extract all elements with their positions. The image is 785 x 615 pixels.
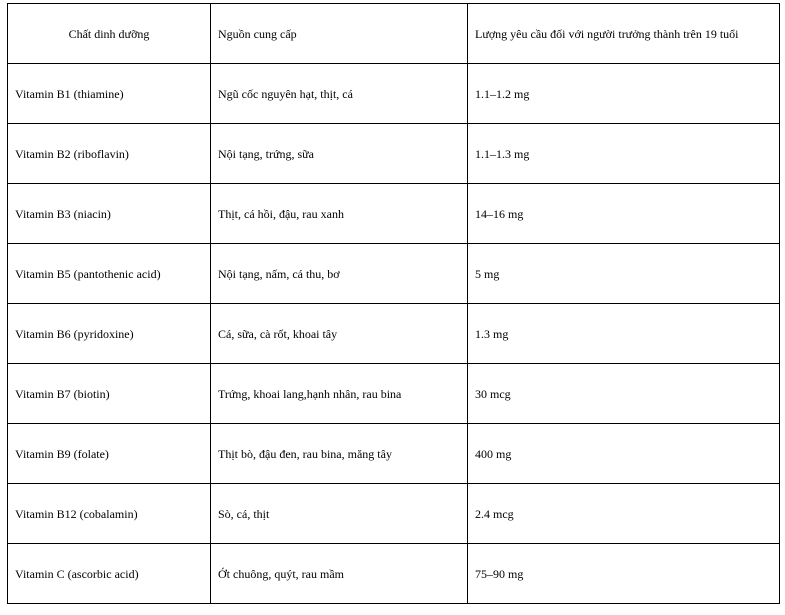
table-row xyxy=(8,424,780,484)
source-cell: Thịt bò, đậu đen, rau bina, măng tây xyxy=(211,424,468,484)
source-cell: Ớt chuông, quýt, rau mầm xyxy=(211,544,468,604)
vitamin-table xyxy=(7,3,780,604)
header-nutrient: Chất dinh dưỡng xyxy=(8,4,211,64)
nutrient-cell: Vitamin B1 (thiamine) xyxy=(8,64,211,124)
source-cell: Cá, sữa, cà rốt, khoai tây xyxy=(211,304,468,364)
table-row xyxy=(8,64,780,124)
table-body xyxy=(8,64,780,604)
table-row xyxy=(8,124,780,184)
nutrient-cell: Vitamin B3 (niacin) xyxy=(8,184,211,244)
nutrient-cell: Vitamin B7 (biotin) xyxy=(8,364,211,424)
nutrient-cell: Vitamin B12 (cobalamin) xyxy=(8,484,211,544)
nutrient-cell: Vitamin C (ascorbic acid) xyxy=(8,544,211,604)
requirement-cell: 75–90 mg xyxy=(468,544,780,604)
nutrient-cell: Vitamin B5 (pantothenic acid) xyxy=(8,244,211,304)
header-requirement: Lượng yêu cầu đối với người trưởng thành trên 19 tuổi xyxy=(468,4,780,64)
source-cell: Thịt, cá hồi, đậu, rau xanh xyxy=(211,184,468,244)
requirement-cell: 1.1–1.2 mg xyxy=(468,64,780,124)
source-cell: Sò, cá, thịt xyxy=(211,484,468,544)
table-row xyxy=(8,544,780,604)
table-row xyxy=(8,184,780,244)
requirement-cell: 5 mg xyxy=(468,244,780,304)
source-cell: Nội tạng, nấm, cá thu, bơ xyxy=(211,244,468,304)
source-cell: Trứng, khoai lang,hạnh nhân, rau bina xyxy=(211,364,468,424)
header-source: Nguồn cung cấp xyxy=(211,4,468,64)
source-cell: Ngũ cốc nguyên hạt, thịt, cá xyxy=(211,64,468,124)
table-row xyxy=(8,364,780,424)
requirement-cell: 1.3 mg xyxy=(468,304,780,364)
nutrient-cell: Vitamin B9 (folate) xyxy=(8,424,211,484)
source-cell: Nội tạng, trứng, sữa xyxy=(211,124,468,184)
requirement-cell: 2.4 mcg xyxy=(468,484,780,544)
requirement-cell: 1.1–1.3 mg xyxy=(468,124,780,184)
nutrient-cell: Vitamin B6 (pyridoxine) xyxy=(8,304,211,364)
table-header xyxy=(8,4,780,64)
requirement-cell: 30 mcg xyxy=(468,364,780,424)
table-row xyxy=(8,484,780,544)
header-row xyxy=(8,4,780,64)
table-row xyxy=(8,244,780,304)
requirement-cell: 400 mg xyxy=(468,424,780,484)
table-row xyxy=(8,304,780,364)
requirement-cell: 14–16 mg xyxy=(468,184,780,244)
nutrient-cell: Vitamin B2 (riboflavin) xyxy=(8,124,211,184)
